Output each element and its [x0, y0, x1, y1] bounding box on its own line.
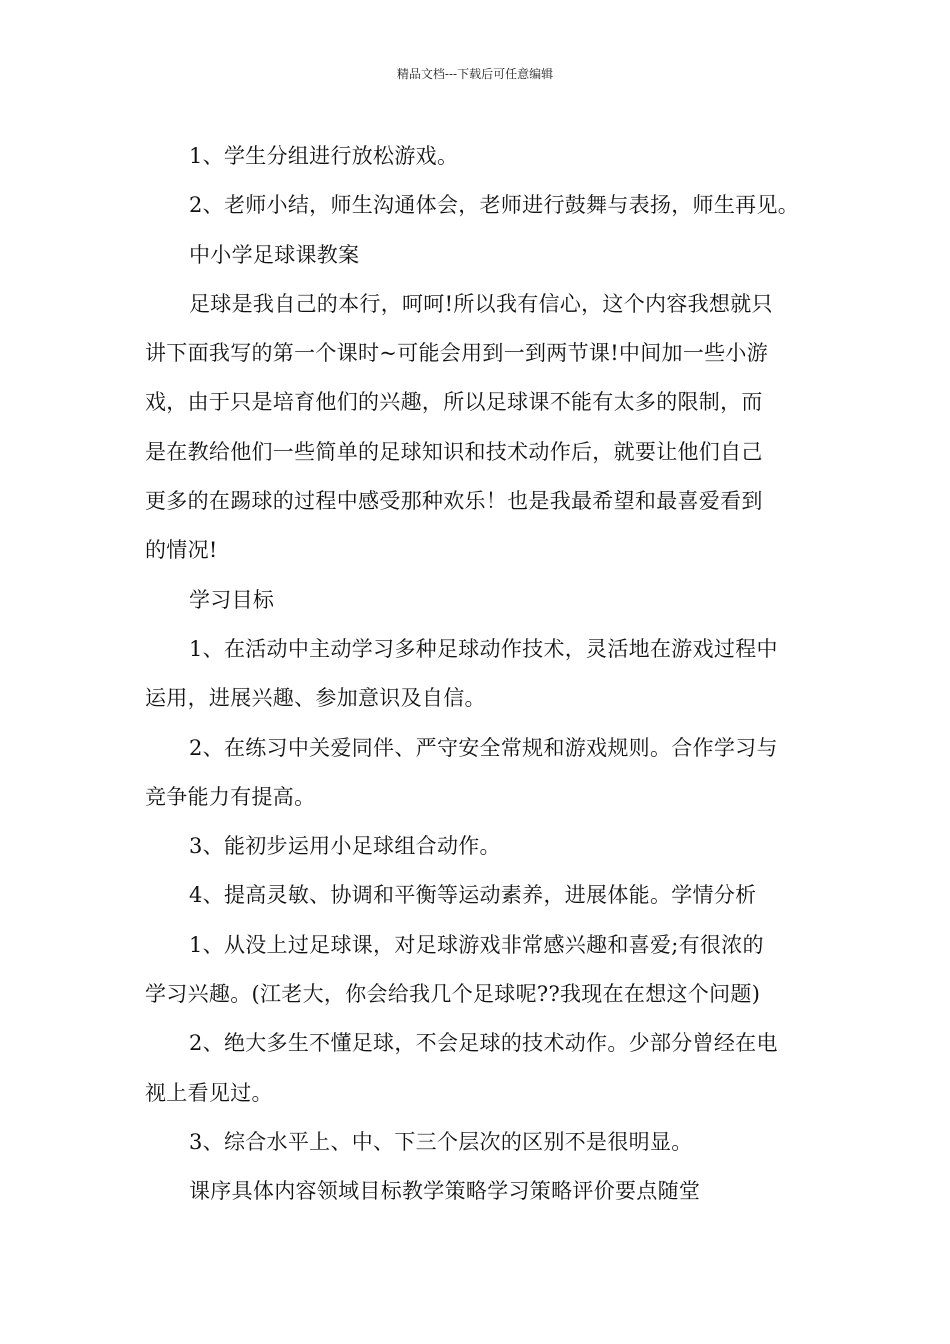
text-line: 2、老师小结，师生沟通体会，老师进行鼓舞与表扬，师生再见。: [189, 193, 800, 218]
text-line: 更多的在踢球的过程中感受那种欢乐！也是我最希望和最喜爱看到: [145, 489, 763, 514]
text-line: 3、综合水平上、中、下三个层次的区别不是很明显。: [189, 1129, 693, 1154]
page-header: 精品文档---下载后可任意编辑: [396, 67, 554, 81]
text-line: 2、在练习中关爱同伴、严守安全常规和游戏规则。合作学习与: [189, 735, 778, 760]
text-line: 1、学生分组进行放松游戏。: [189, 144, 459, 168]
text-line: 足球是我自己的本行，呵呵!所以我有信心，这个内容我想就只: [189, 291, 773, 316]
text-line: 1、在活动中主动学习多种足球动作技术，灵活地在游戏过程中: [189, 636, 778, 661]
text-line: 2、绝大多生不懂足球，不会足球的技术动作。少部分曾经在电: [189, 1031, 778, 1056]
section-heading: 中小学足球课教案: [189, 242, 360, 267]
text-line: 学习兴趣。(江老大，你会给我几个足球呢??我现在在想这个问题): [145, 982, 761, 1007]
text-line: 竞争能力有提高。: [145, 784, 316, 809]
text-line: 戏，由于只是培育他们的兴趣，所以足球课不能有太多的限制，而: [145, 390, 763, 415]
text-line: 3、能初步运用小足球组合动作。: [189, 834, 501, 859]
section-heading: 学习目标: [189, 587, 275, 612]
text-line: 讲下面我写的第一个课时~可能会用到一到两节课!中间加一些小游: [145, 341, 769, 366]
text-line: 视上看见过。: [145, 1080, 273, 1105]
text-line: 4、提高灵敏、协调和平衡等运动素养，进展体能。学情分析: [189, 883, 757, 908]
text-line: 1、从没上过足球课，对足球游戏非常感兴趣和喜爱;有很浓的: [189, 932, 764, 957]
text-line: 是在教给他们一些简单的足球知识和技术动作后，就要让他们自己: [145, 439, 763, 464]
document-body: [145, 132, 825, 1217]
text-line: 的情况!: [145, 538, 218, 563]
text-line: 运用，进展兴趣、参加意识及自信。: [145, 686, 486, 711]
text-line: 课序具体内容领域目标教学策略学习策略评价要点随堂: [189, 1179, 701, 1204]
